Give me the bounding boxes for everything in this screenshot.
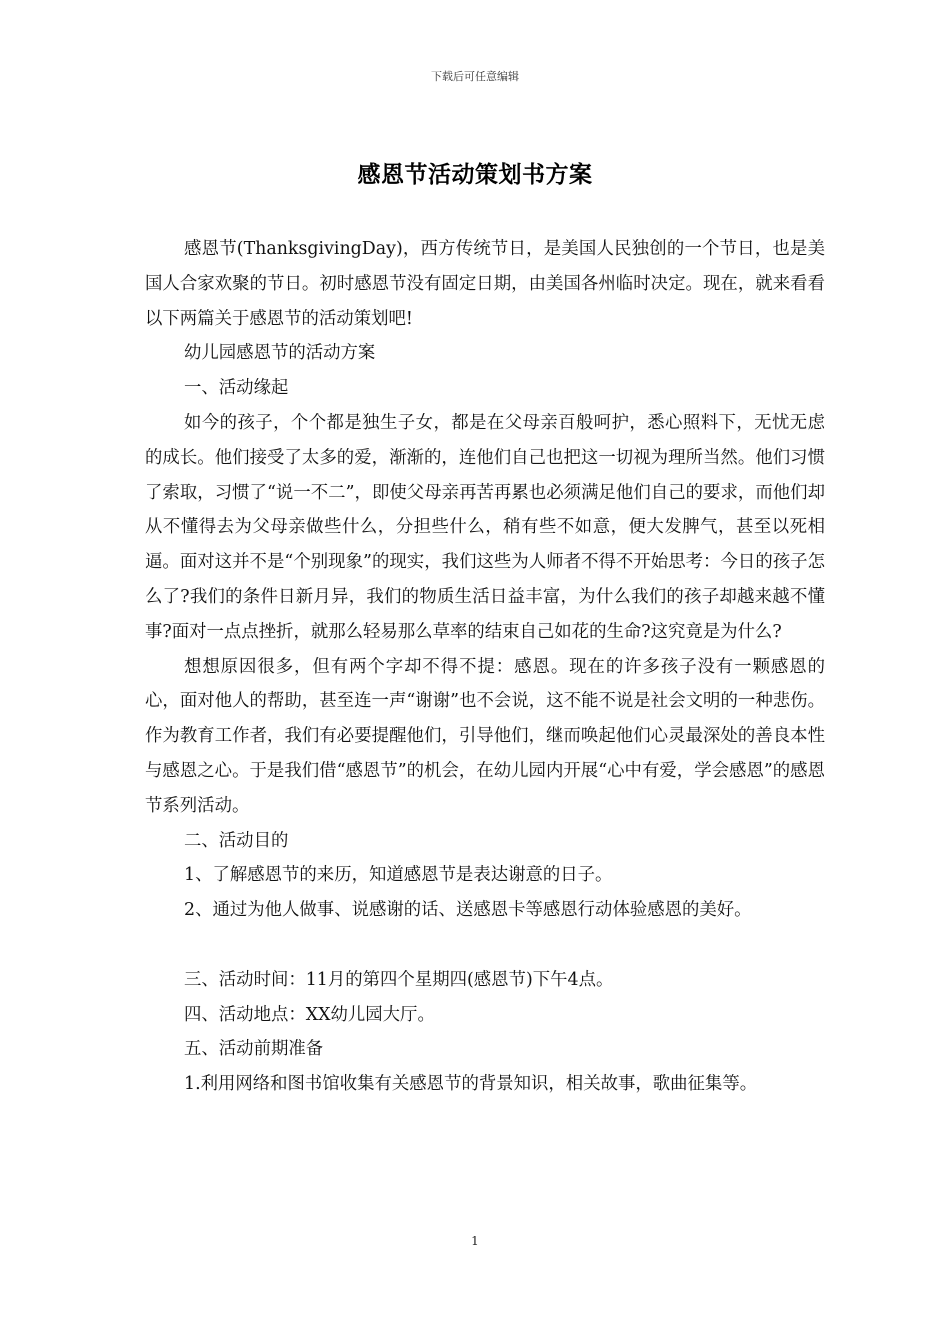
preparation-item-1: 1.利用网络和图书馆收集有关感恩节的背景知识，相关故事，歌曲征集等。: [184, 1074, 758, 1095]
origin-paragraph-1: 如今的孩子，个个都是独生子女，都是在父母亲百般呵护，悉心照料下，无忧无虑的成长。他们接受了太多的爱，渐渐的，连他们自己也把这一切视为理所当然。他们习惯了索取，习惯了“说一不二”，即使父母亲再苦再累也必须满足他们自己的要求，而他们却从不懂得去为父母亲做些什么，分担些什么，稍有些不如意，便大发脾气，甚至以死相逼。面对这并不是“个别现象”的现实，我们这些为人师者不得不开始思考：今日的孩子怎么了?我们的条件日新月异，我们的物质生活日益丰富，为什么我们的孩子却越来越不懂事?面对一点点挫折，就那么轻易那么草率的结束自己如花的生命?这究竟是为什么?: [145, 412, 825, 642]
section-location: 四、活动地点：XX幼儿园大厅。: [184, 1004, 435, 1025]
section-heading-kindergarten-plan: 幼儿园感恩节的活动方案: [184, 343, 376, 364]
section-heading-origin: 一、活动缘起: [184, 378, 289, 399]
purpose-item-2: 2、通过为他人做事、说感谢的话、送感恩卡等感恩行动体验感恩的美好。: [184, 900, 752, 921]
intro-paragraph: 感恩节(ThanksgivingDay)，西方传统节日，是美国人民独创的一个节日，也是美国人合家欢聚的节日。初时感恩节没有固定日期，由美国各州临时决定。现在，就来看看以下两篇关于感恩节的活动策划吧!: [145, 239, 825, 329]
origin-paragraph-2: 想想原因很多，但有两个字却不得不提：感恩。现在的许多孩子没有一颗感恩的心，面对他人的帮助，甚至连一声“谢谢”也不会说，这不能不说是社会文明的一种悲伤。作为教育工作者，我们有必要提醒他们，引导他们，继而唤起他们心灵最深处的善良本性与感恩之心。于是我们借“感恩节”的机会，在幼儿园内开展“心中有爱，学会感恩”的感恩节系列活动。: [145, 656, 825, 816]
document-body: [145, 232, 825, 1102]
section-time: 三、活动时间：11月的第四个星期四(感恩节)下午4点。: [184, 969, 614, 990]
section-heading-preparation: 五、活动前期准备: [184, 1039, 324, 1060]
document-title: 感恩节活动策划书方案: [357, 162, 593, 188]
blank-line: [145, 928, 825, 963]
purpose-item-1: 1、了解感恩节的来历，知道感恩节是表达谢意的日子。: [184, 865, 613, 886]
page-number: 1: [471, 1234, 479, 1248]
header-note: 下载后可任意编辑: [431, 70, 519, 83]
section-heading-purpose: 二、活动目的: [184, 830, 289, 851]
